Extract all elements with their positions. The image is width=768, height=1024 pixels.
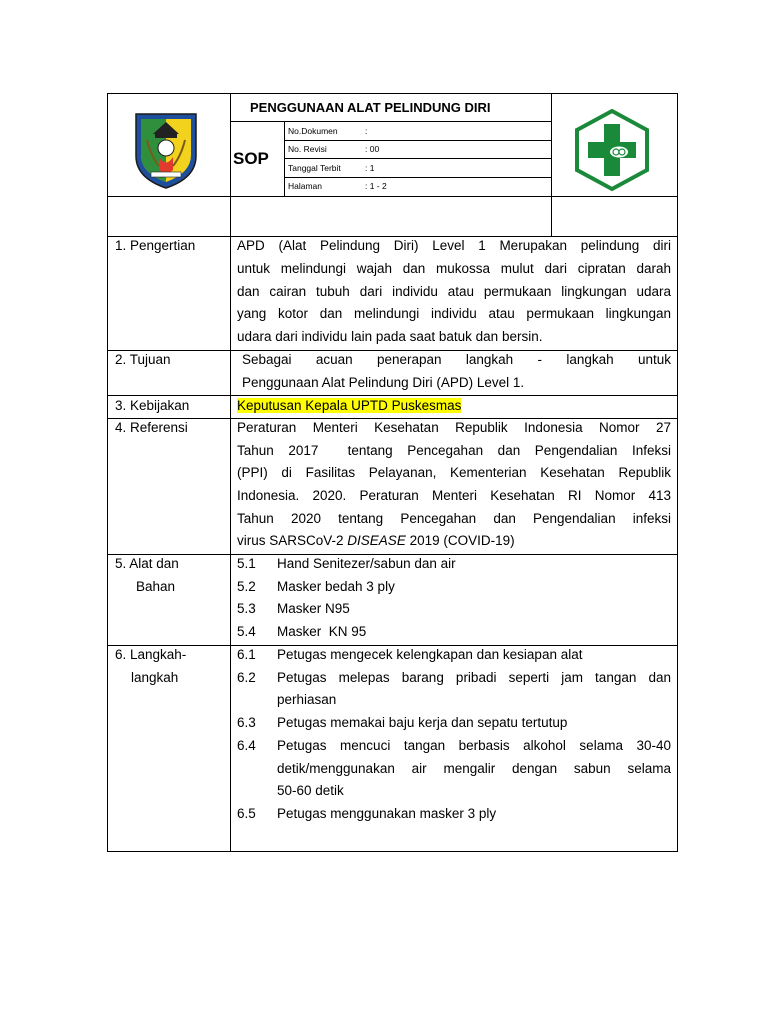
text-line: APD (Alat Pelindung Diri) Level 1 Merupakan pelindung diri bbox=[237, 238, 671, 253]
meta-label-no-dokumen: No.Dokumen bbox=[288, 126, 338, 136]
list-number: 6.5 bbox=[237, 806, 256, 821]
alat-label: 5. Alat dan bbox=[115, 556, 179, 571]
text-line: udara dari individu lain pada saat batuk dan bersin. bbox=[237, 329, 543, 344]
meta-value-no-revisi: : 00 bbox=[365, 144, 380, 154]
list-number: 5.4 bbox=[237, 624, 256, 639]
text-line: untuk melindungi wajah dan mukossa mulut dari cipratan darah bbox=[237, 261, 671, 276]
list-number: 6.4 bbox=[237, 738, 256, 753]
list-item: Petugas memakai baju kerja dan sepatu tertutup bbox=[277, 715, 568, 730]
list-item: Masker N95 bbox=[277, 601, 350, 616]
meta-label-no-revisi: No. Revisi bbox=[288, 144, 327, 154]
meta-label-tanggal-terbit: Tanggal Terbit bbox=[288, 163, 341, 173]
list-number: 5.2 bbox=[237, 579, 256, 594]
list-number: 5.3 bbox=[237, 601, 256, 616]
kebijakan-label: 3. Kebijakan bbox=[115, 398, 190, 413]
langkah-label-cont: langkah bbox=[131, 670, 179, 685]
list-number: 5.1 bbox=[237, 556, 256, 571]
text-line: (PPI) di Fasilitas Pelayanan, Kementerian Kesehatan Republik bbox=[237, 465, 671, 480]
list-number: 6.1 bbox=[237, 647, 256, 662]
text-line: Tahun 2020 tentang Pencegahan dan Pengendalian infeksi bbox=[237, 511, 671, 526]
puskesmas-logo bbox=[574, 108, 650, 192]
kebijakan-text bbox=[237, 395, 461, 418]
sop-label: SOP bbox=[233, 149, 269, 168]
meta-value-halaman: : 1 - 2 bbox=[365, 181, 387, 191]
pengertian-label: 1. Pengertian bbox=[115, 238, 196, 253]
meta-label-halaman: Halaman bbox=[288, 181, 323, 191]
alat-label-cont: Bahan bbox=[136, 579, 176, 594]
list-item: Hand Senitezer/sabun dan air bbox=[277, 556, 456, 571]
langkah-label: 6. Langkah- bbox=[115, 647, 187, 662]
text-line: Tahun 2017 tentang Pencegahan dan Pengendalian Infeksi bbox=[237, 443, 671, 458]
list-item: Petugas melepas barang pribadi seperti jam tangan dan bbox=[277, 670, 671, 685]
list-item: Masker bedah 3 ply bbox=[277, 579, 395, 594]
list-item-cont: perhiasan bbox=[277, 692, 337, 707]
highlighted-text: Keputusan Kepala UPTD Puskesmas bbox=[237, 398, 462, 413]
list-item: Petugas mengecek kelengkapan dan kesiapan alat bbox=[277, 647, 583, 662]
text-line: Penggunaan Alat Pelindung Diri (APD) Level 1. bbox=[242, 375, 525, 390]
document-title: PENGGUNAAN ALAT PELINDUNG DIRI bbox=[250, 100, 491, 115]
regency-emblem bbox=[133, 110, 199, 190]
tujuan-label: 2. Tujuan bbox=[115, 352, 171, 367]
italic-text: DISEASE bbox=[347, 533, 406, 548]
list-number: 6.2 bbox=[237, 670, 256, 685]
text-segment: 2019 (COVID-19) bbox=[405, 533, 515, 548]
list-item-cont: detik/menggunakan air mengalir dengan sabun selama bbox=[277, 761, 671, 776]
list-item: Masker KN 95 bbox=[277, 624, 367, 639]
text-line: Indonesia. 2020. Peraturan Menteri Kesehatan RI Nomor 413 bbox=[237, 488, 671, 503]
text-line: yang kotor dan melindungi individu atau permukaan lingkungan bbox=[237, 306, 671, 321]
list-item-cont: 50-60 detik bbox=[277, 783, 344, 798]
list-item: Petugas mencuci tangan berbasis alkohol selama 30-40 bbox=[277, 738, 671, 753]
meta-value-tanggal-terbit: : 1 bbox=[365, 163, 375, 173]
meta-value-no-dokumen: : bbox=[365, 126, 368, 136]
text-line bbox=[237, 530, 515, 553]
list-item: Petugas menggunakan masker 3 ply bbox=[277, 806, 497, 821]
text-line: Sebagai acuan penerapan langkah - langkah untuk bbox=[242, 352, 671, 367]
list-number: 6.3 bbox=[237, 715, 256, 730]
text-line: dan cairan tubuh dari individu atau permukaan lingkungan udara bbox=[237, 284, 671, 299]
referensi-label: 4. Referensi bbox=[115, 420, 188, 435]
text-segment: virus SARSCoV-2 bbox=[237, 533, 348, 548]
text-line: Peraturan Menteri Kesehatan Republik Indonesia Nomor 27 bbox=[237, 420, 671, 435]
